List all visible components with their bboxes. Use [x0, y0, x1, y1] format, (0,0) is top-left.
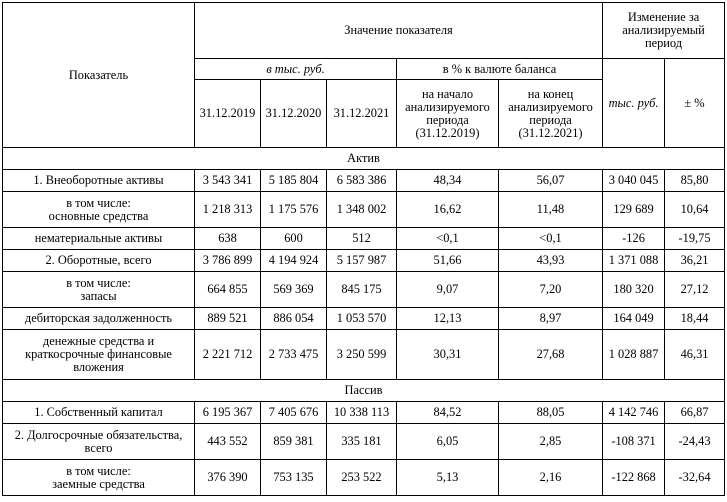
percent-start: 12,13: [397, 308, 499, 330]
balance-analysis-table: [2, 2, 725, 496]
value-2019: 443 552: [195, 424, 261, 460]
value-2021: 512: [327, 228, 397, 250]
table-row: [3, 272, 725, 308]
change-percent: 85,80: [665, 170, 725, 192]
header-date-2020: 31.12.2020: [261, 80, 327, 148]
value-2019: 638: [195, 228, 261, 250]
row-label: нематериальные активы: [3, 228, 195, 250]
header-thousand-rub: в тыс. руб.: [195, 59, 397, 80]
percent-end: 2,16: [499, 460, 603, 496]
percent-end: 27,68: [499, 330, 603, 380]
row-label: в том числе: основные средства: [3, 192, 195, 228]
change-absolute: 1 028 887: [603, 330, 665, 380]
value-2020: 569 369: [261, 272, 327, 308]
percent-end: 43,93: [499, 250, 603, 272]
header-date-2021: 31.12.2021: [327, 80, 397, 148]
value-2019: 664 855: [195, 272, 261, 308]
value-2021: 335 181: [327, 424, 397, 460]
change-percent: -19,75: [665, 228, 725, 250]
header-row-1: [3, 3, 725, 59]
row-label: 2. Оборотные, всего: [3, 250, 195, 272]
change-absolute: -108 371: [603, 424, 665, 460]
row-label: в том числе: заемные средства: [3, 460, 195, 496]
change-percent: 36,21: [665, 250, 725, 272]
percent-start: 51,66: [397, 250, 499, 272]
percent-start: <0,1: [397, 228, 499, 250]
section-row-assets: [3, 148, 725, 170]
value-2019: 2 221 712: [195, 330, 261, 380]
value-2019: 3 543 341: [195, 170, 261, 192]
section-row-liabilities: [3, 380, 725, 402]
value-2019: 376 390: [195, 460, 261, 496]
value-2020: 7 405 676: [261, 402, 327, 424]
table-row: [3, 460, 725, 496]
percent-start: 48,34: [397, 170, 499, 192]
percent-end: 7,20: [499, 272, 603, 308]
percent-end: 8,97: [499, 308, 603, 330]
row-label: 1. Внеоборотные активы: [3, 170, 195, 192]
percent-end: 56,07: [499, 170, 603, 192]
percent-start: 30,31: [397, 330, 499, 380]
table-row: [3, 330, 725, 380]
percent-end: <0,1: [499, 228, 603, 250]
value-2021: 3 250 599: [327, 330, 397, 380]
change-absolute: 129 689: [603, 192, 665, 228]
change-percent: -32,64: [665, 460, 725, 496]
table-row: [3, 308, 725, 330]
change-absolute: 164 049: [603, 308, 665, 330]
change-absolute: 180 320: [603, 272, 665, 308]
change-absolute: 1 371 088: [603, 250, 665, 272]
table-row: [3, 424, 725, 460]
header-period-end: на конец анализируемого периода (31.12.2021): [499, 80, 603, 148]
percent-end: 2,85: [499, 424, 603, 460]
percent-end: 11,48: [499, 192, 603, 228]
value-2021: 6 583 386: [327, 170, 397, 192]
header-change-group: Изменение за анализируемый период: [603, 3, 725, 59]
value-2019: 889 521: [195, 308, 261, 330]
value-2020: 1 175 576: [261, 192, 327, 228]
value-2020: 2 733 475: [261, 330, 327, 380]
value-2020: 859 381: [261, 424, 327, 460]
table-row: [3, 402, 725, 424]
value-2019: 6 195 367: [195, 402, 261, 424]
table-row: [3, 192, 725, 228]
value-2020: 886 054: [261, 308, 327, 330]
change-absolute: 3 040 045: [603, 170, 665, 192]
header-change-thousand-rub: тыс. руб.: [603, 59, 665, 148]
value-2020: 4 194 924: [261, 250, 327, 272]
percent-start: 5,13: [397, 460, 499, 496]
value-2021: 10 338 113: [327, 402, 397, 424]
row-label: в том числе: запасы: [3, 272, 195, 308]
percent-start: 84,52: [397, 402, 499, 424]
change-percent: 66,87: [665, 402, 725, 424]
value-2019: 1 218 313: [195, 192, 261, 228]
change-percent: 10,64: [665, 192, 725, 228]
value-2021: 1 348 002: [327, 192, 397, 228]
table-row: [3, 250, 725, 272]
section-title-assets: Актив: [3, 148, 725, 170]
header-date-2019: 31.12.2019: [195, 80, 261, 148]
header-change-percent: ± %: [665, 59, 725, 148]
value-2019: 3 786 899: [195, 250, 261, 272]
change-absolute: -126: [603, 228, 665, 250]
row-label: 2. Долгосрочные обязательства, всего: [3, 424, 195, 460]
table-row: [3, 170, 725, 192]
percent-start: 16,62: [397, 192, 499, 228]
percent-start: 6,05: [397, 424, 499, 460]
section-title-liabilities: Пассив: [3, 380, 725, 402]
header-percent-of-balance: в % к валюте баланса: [397, 59, 603, 80]
change-percent: 27,12: [665, 272, 725, 308]
value-2020: 5 185 804: [261, 170, 327, 192]
row-label: 1. Собственный капитал: [3, 402, 195, 424]
value-2021: 1 053 570: [327, 308, 397, 330]
row-label: дебиторская задолженность: [3, 308, 195, 330]
change-percent: 18,44: [665, 308, 725, 330]
value-2020: 753 135: [261, 460, 327, 496]
value-2021: 5 157 987: [327, 250, 397, 272]
row-label: денежные средства и краткосрочные финансовые вложения: [3, 330, 195, 380]
table-row: [3, 228, 725, 250]
change-absolute: 4 142 746: [603, 402, 665, 424]
change-absolute: -122 868: [603, 460, 665, 496]
header-indicator: Показатель: [3, 3, 195, 148]
change-percent: -24,43: [665, 424, 725, 460]
value-2021: 845 175: [327, 272, 397, 308]
header-value-group: Значение показателя: [195, 3, 603, 59]
change-percent: 46,31: [665, 330, 725, 380]
percent-start: 9,07: [397, 272, 499, 308]
header-period-start: на начало анализируемого периода (31.12.2019): [397, 80, 499, 148]
value-2021: 253 522: [327, 460, 397, 496]
value-2020: 600: [261, 228, 327, 250]
percent-end: 88,05: [499, 402, 603, 424]
